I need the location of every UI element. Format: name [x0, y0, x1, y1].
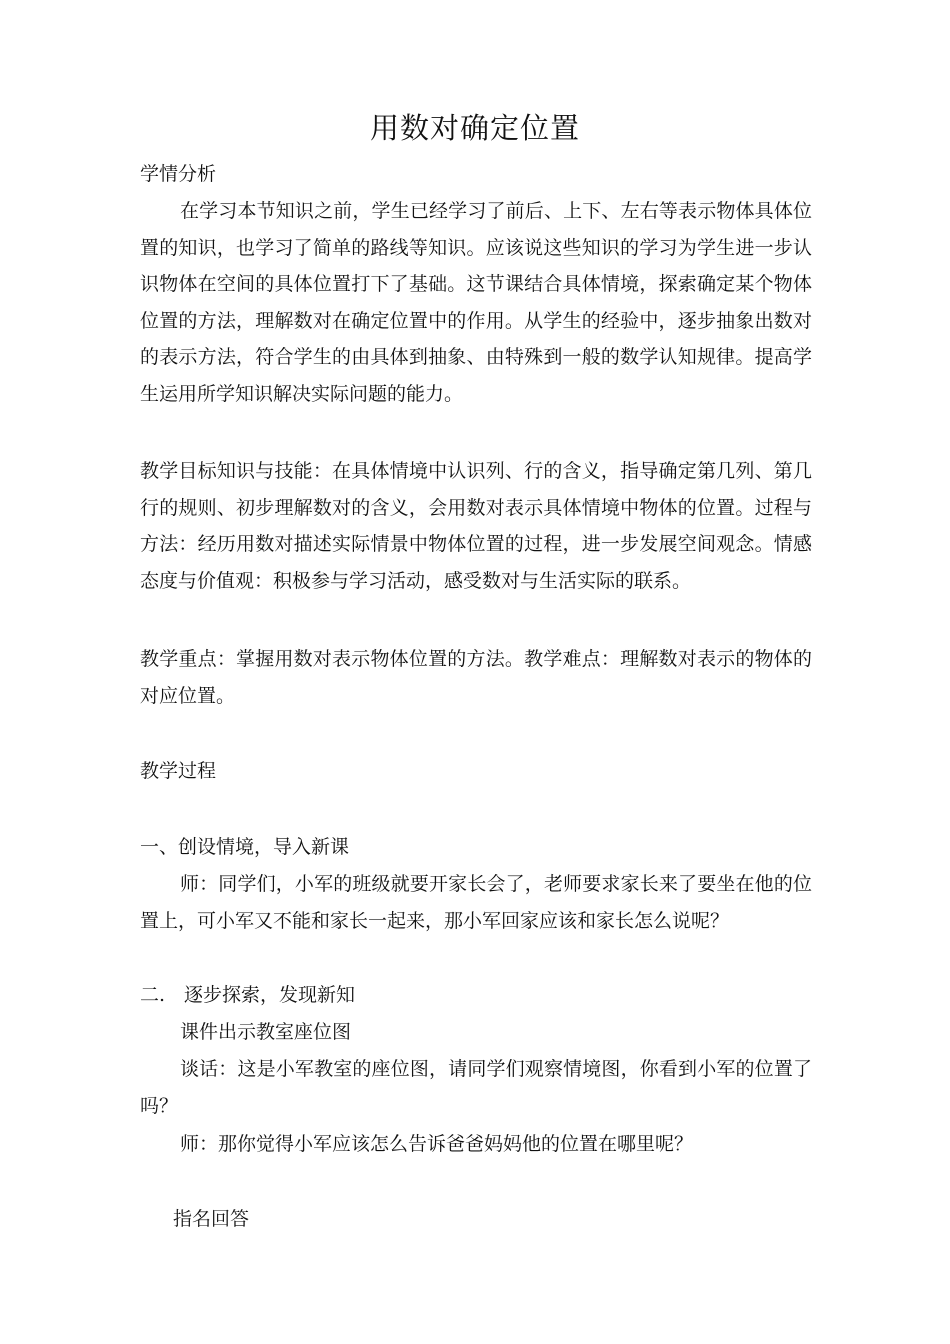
- step-one-heading: 一、创设情境，导入新课: [140, 836, 350, 858]
- step-two-talk-paragraph: 谈话：这是小军教室的座位图，请同学们观察情境图，你看到小军的位置了吗？: [140, 1058, 812, 1117]
- teaching-goals-paragraph: 教学目标知识与技能：在具体情境中认识列、行的含义，指导确定第几列、第几行的规则、初步理解数对的含义，会用数对表示具体情境中物体的位置。过程与方法：经历用数对描述实际情景中物体位置的过程，进一步发展空间观念。情感态度与价值观：积极参与学习活动，感受数对与生活实际的联系。: [140, 460, 812, 592]
- step-two-heading: 二. 逐步探索，发现新知: [140, 984, 356, 1006]
- key-points-paragraph: 教学重点：掌握用数对表示物体位置的方法。教学难点：理解数对表示的物体的对应位置。: [140, 648, 812, 707]
- section-heading-process: 教学过程: [140, 760, 217, 782]
- analysis-paragraph: 在学习本节知识之前，学生已经学习了前后、上下、左右等表示物体具体位置的知识，也学习了简单的路线等知识。应该说这些知识的学习为学生进一步认识物体在空间的具体位置打下了基础。这节课结合具体情境，探索确定某个物体位置的方法，理解数对在确定位置中的作用。从学生的经验中，逐步抽象出数对的表示方法，符合学生的由具体到抽象、由特殊到一般的数学认知规律。提高学生运用所学知识解决实际问题的能力。: [140, 200, 812, 405]
- section-heading-analysis: 学情分析: [140, 163, 217, 185]
- step-two-courseware-line: 课件出示教室座位图: [180, 1021, 352, 1043]
- document-title: 用数对确定位置: [369, 111, 580, 145]
- step-two-teacher-question: 师：那你觉得小军应该怎么告诉爸爸妈妈他的位置在哪里呢？: [180, 1133, 694, 1155]
- step-two-answer-note: 指名回答: [173, 1208, 250, 1230]
- step-one-paragraph: 师：同学们，小军的班级就要开家长会了，老师要求家长来了要坐在他的位置上，可小军又不能和家长一起来，那小军回家应该和家长怎么说呢？: [140, 873, 812, 932]
